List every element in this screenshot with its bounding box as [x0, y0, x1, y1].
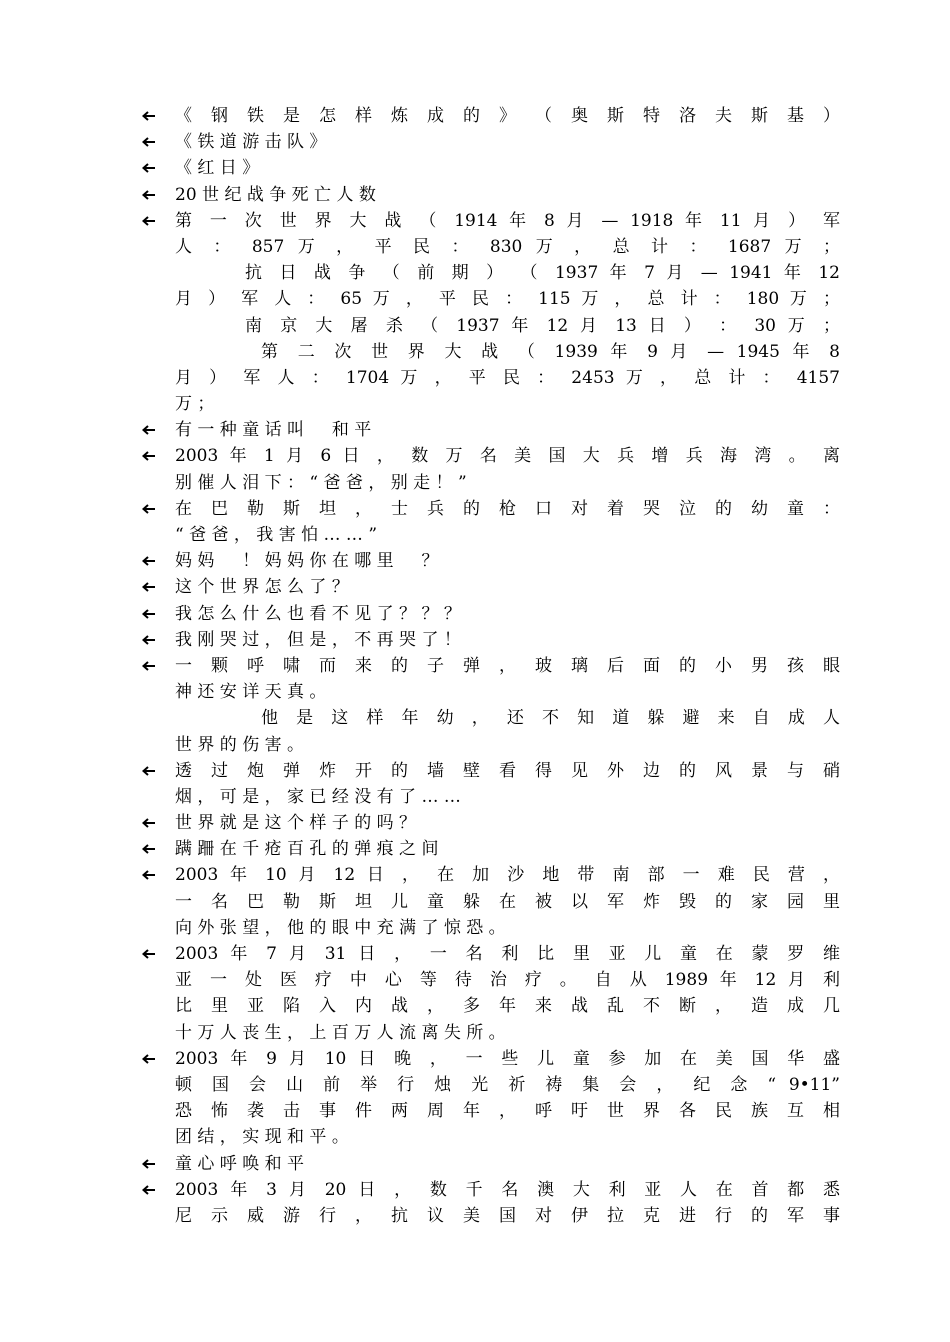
- list-item: [140, 941, 840, 1046]
- list-item: [140, 1046, 840, 1151]
- list-item: [140, 862, 840, 941]
- left-arrow-bullet-icon: [140, 208, 158, 234]
- item-line: 神 还 安 详 天 真 。: [175, 682, 327, 703]
- item-line: 第 一 次 世 界 大 战 （ 1914 年 8 月 — 1918 年 11 月 ） 军: [175, 210, 840, 231]
- item-line: 十 万 人 丧 生 ， 上 百 万 人 流 离 失 所 。: [175, 1022, 506, 1043]
- list-item: [140, 129, 840, 155]
- item-line: 20 世 纪 战 争 死 亡 人 数: [175, 184, 376, 205]
- item-line: 一 颗 呼 啸 而 来 的 子 弹 ， 玻 璃 后 面 的 小 男 孩 眼: [175, 655, 840, 676]
- item-line: “ 爸 爸 ， 我 害 怕 … … ”: [175, 525, 378, 545]
- item-line: 2003 年 7 月 31 日 ， 一 名 利 比 里 亚 儿 童 在 蒙 罗 维: [175, 944, 840, 964]
- list-item: [140, 1177, 840, 1229]
- item-line: 2003 年 9 月 10 日 晚 ， 一 些 儿 童 参 加 在 美 国 华 盛: [175, 1048, 840, 1069]
- left-arrow-bullet-icon: [140, 155, 158, 181]
- list-item: [140, 810, 840, 836]
- item-line: 2003 年 10 月 12 日 ， 在 加 沙 地 带 南 部 一 难 民 营 ，: [175, 865, 840, 886]
- left-arrow-bullet-icon: [140, 601, 158, 627]
- left-arrow-bullet-icon: [140, 443, 158, 469]
- list-item: [140, 627, 840, 653]
- left-arrow-bullet-icon: [140, 1046, 158, 1072]
- list-item: [140, 548, 840, 574]
- item-line: 月 ） 军 人 ： 1704 万 ， 平 民 ： 2453 万 ， 总 计 ： 4157: [175, 367, 840, 388]
- item-line: 蹒 跚 在 千 疮 百 孔 的 弹 痕 之 间: [175, 839, 439, 860]
- left-arrow-bullet-icon: [140, 627, 158, 653]
- item-line: 尼 示 威 游 行 ， 抗 议 美 国 对 伊 拉 克 进 行 的 军 事: [175, 1205, 840, 1226]
- item-line: 别 催 人 泪 下 ： “ 爸 爸 ， 别 走 ！ ”: [175, 472, 467, 493]
- list-item: [140, 574, 840, 600]
- item-line: 童 心 呼 唤 和 平: [175, 1153, 305, 1174]
- item-line: 《 钢 铁 是 怎 样 炼 成 的 》 （ 奥 斯 特 洛 夫 斯 基 ）: [175, 106, 840, 126]
- left-arrow-bullet-icon: [140, 653, 158, 679]
- item-line: 有 一 种 童 话 叫 和 平: [175, 420, 372, 441]
- item-line: 透 过 炮 弹 炸 开 的 墙 壁 看 得 见 外 边 的 风 景 与 硝: [175, 760, 840, 781]
- item-line: 烟 ， 可 是 ， 家 已 经 没 有 了 … …: [175, 786, 461, 807]
- left-arrow-bullet-icon: [140, 862, 158, 888]
- item-line: 万 ；: [175, 394, 215, 415]
- item-line: 向 外 张 望 ， 他 的 眼 中 充 满 了 惊 恐 。: [175, 917, 506, 938]
- bullet-list: [140, 103, 840, 1229]
- left-arrow-bullet-icon: [140, 417, 158, 443]
- item-line: 团 结 ， 实 现 和 平 。: [175, 1127, 349, 1148]
- item-line: 在 巴 勒 斯 坦 ， 士 兵 的 枪 口 对 着 哭 泣 的 幼 童 ：: [175, 498, 840, 519]
- list-item: [140, 836, 840, 862]
- item-line: 恐 怖 袭 击 事 件 两 周 年 ， 呼 吁 世 界 各 民 族 互 相: [175, 1101, 840, 1122]
- item-line: 月 ） 军 人 ： 65 万 ， 平 民 ： 115 万 ， 总 计 ： 180 万 ；: [175, 289, 840, 310]
- item-line: 南 京 大 屠 杀 （ 1937 年 12 月 13 日 ） ： 30 万 ；: [245, 315, 840, 336]
- item-line: 抗 日 战 争 （ 前 期 ） （ 1937 年 7 月 — 1941 年 12: [245, 263, 840, 284]
- item-line: 我 刚 哭 过 ， 但 是 ， 不 再 哭 了 ！: [175, 629, 461, 650]
- left-arrow-bullet-icon: [140, 574, 158, 600]
- left-arrow-bullet-icon: [140, 129, 158, 155]
- item-line: 世 界 就 是 这 个 样 子 的 吗 ？: [175, 813, 417, 834]
- item-line: 《 铁 道 游 击 队 》: [175, 132, 327, 153]
- left-arrow-bullet-icon: [140, 836, 158, 862]
- list-item: [140, 208, 840, 418]
- left-arrow-bullet-icon: [140, 548, 158, 574]
- item-line: 第 二 次 世 界 大 战 （ 1939 年 9 月 — 1945 年 8: [261, 341, 840, 362]
- item-line: 人 ： 857 万 ， 平 民 ： 830 万 ， 总 计 ： 1687 万 ；: [175, 236, 840, 257]
- left-arrow-bullet-icon: [140, 810, 158, 836]
- left-arrow-bullet-icon: [140, 496, 158, 522]
- list-item: [140, 601, 840, 627]
- item-line: 2003 年 3 月 20 日 ， 数 千 名 澳 大 利 亚 人 在 首 都 悉: [175, 1179, 840, 1200]
- item-line: 亚 一 处 医 疗 中 心 等 待 治 疗 。 自 从 1989 年 12 月 利: [175, 970, 840, 991]
- left-arrow-bullet-icon: [140, 1151, 158, 1177]
- left-arrow-bullet-icon: [140, 758, 158, 784]
- item-line: 他 是 这 样 年 幼 ， 还 不 知 道 躲 避 来 自 成 人: [261, 708, 840, 729]
- list-item: [140, 443, 840, 495]
- list-item: [140, 103, 840, 129]
- list-item: [140, 1151, 840, 1177]
- list-item: [140, 496, 840, 548]
- item-line: 一 名 巴 勒 斯 坦 儿 童 躲 在 被 以 军 炸 毁 的 家 园 里: [175, 891, 840, 912]
- list-item: [140, 653, 840, 758]
- left-arrow-bullet-icon: [140, 1177, 158, 1203]
- list-item: [140, 155, 840, 181]
- item-line: 妈 妈 ！ 妈 妈 你 在 哪 里 ？: [175, 551, 439, 572]
- item-line: 世 界 的 伤 害 。: [175, 734, 305, 755]
- list-item: [140, 182, 840, 208]
- list-item: [140, 417, 840, 443]
- item-line: 2003 年 1 月 6 日 ， 数 万 名 美 国 大 兵 增 兵 海 湾 。 离: [175, 446, 840, 467]
- item-line: 比 里 亚 陷 入 内 战 ， 多 年 来 战 乱 不 断 ， 造 成 几: [175, 996, 840, 1017]
- list-item: [140, 758, 840, 810]
- item-line: 我 怎 么 什 么 也 看 不 见 了 ？ ？ ？: [175, 603, 461, 624]
- left-arrow-bullet-icon: [140, 941, 158, 967]
- item-line: 《 红 日 》: [175, 158, 260, 179]
- left-arrow-bullet-icon: [140, 182, 158, 208]
- item-line: 顿 国 会 山 前 举 行 烛 光 祈 祷 集 会 ， 纪 念 “ 9•11”: [175, 1074, 840, 1095]
- item-line: 这 个 世 界 怎 么 了 ？: [175, 577, 349, 598]
- left-arrow-bullet-icon: [140, 103, 158, 129]
